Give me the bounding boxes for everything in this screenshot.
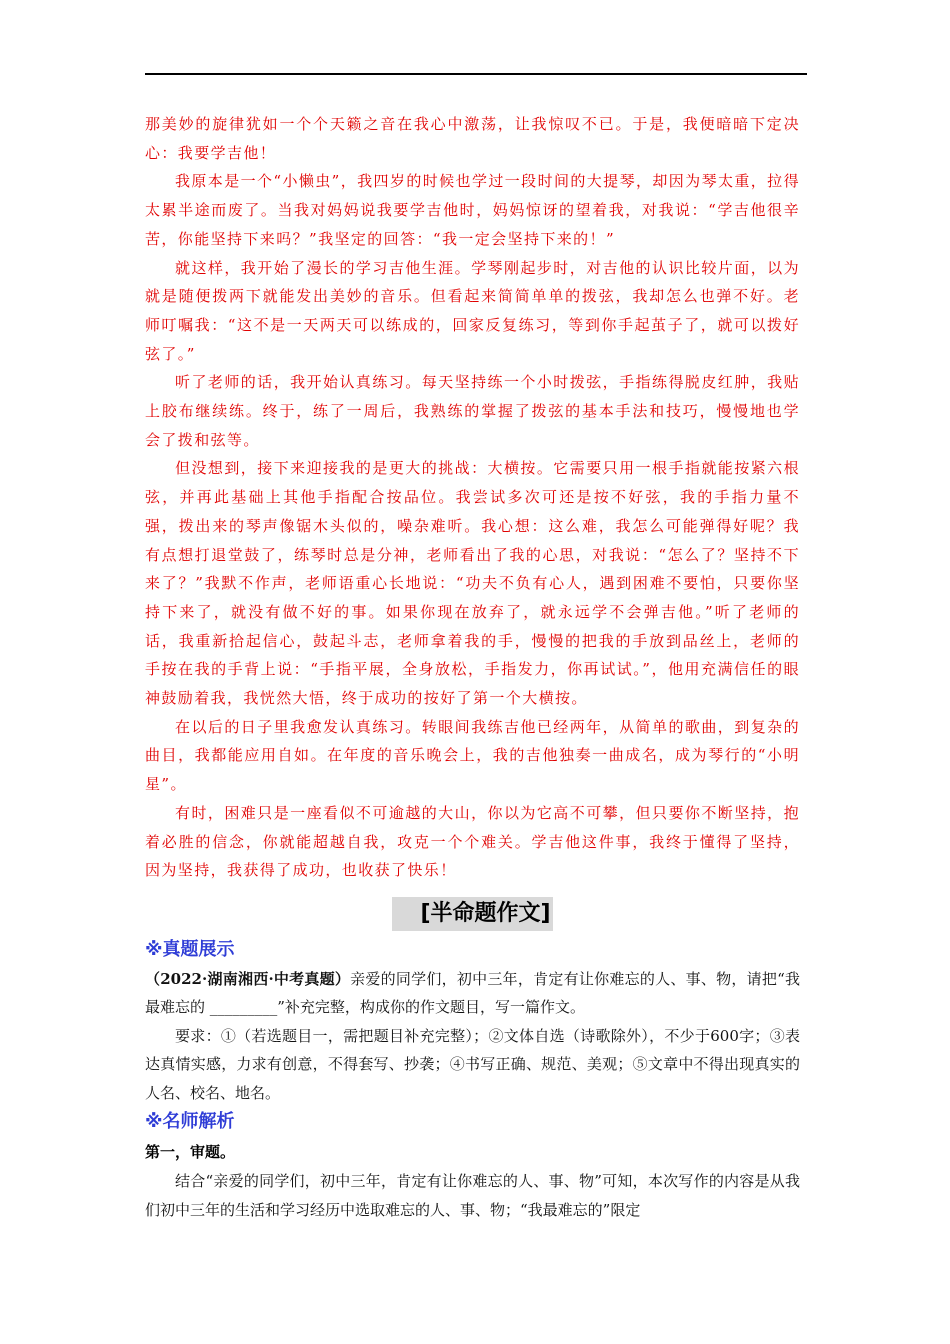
exam-prompt-text: 亲爱的同学们，初中三年，肯定有让你难忘的人、事、物，请把“我最难忘的 _________”补充完整，构成你的作文题目，写一篇作文。 bbox=[145, 969, 801, 1017]
exam-heading: ※真题展示 bbox=[145, 938, 235, 960]
analysis-heading: ※名师解析 bbox=[145, 1111, 235, 1133]
header-rule bbox=[145, 73, 807, 75]
essay-paragraph: 我原本是一个“小懒虫”，我四岁的时候也学过一段时间的大提琴，却因为琴太重，拉得太累半途而废了。当我对妈妈说我要学吉他时，妈妈惊讶的望着我，对我说：“学吉他很辛苦，你能坚持下来吗？”我坚定的回答：“我一定会坚持下来的！” bbox=[145, 172, 800, 248]
analysis-step-title: 第一，审题。 bbox=[145, 1143, 236, 1162]
exam-requirements: 要求：①（若选题目一，需把题目补充完整）；②文体自选（诗歌除外），不少于600字；③表达真情实感，力求有创意，不得套写、抄袭；④书写正确、规范、美观；⑤文章中不得出现真实的人名、校名、地名。 bbox=[145, 1026, 800, 1102]
essay-paragraph: 有时，困难只是一座看似不可逾越的大山，你以为它高不可攀，但只要你不断坚持，抱着必胜的信念，你就能超越自我，攻克一个个难关。学吉他这件事，我终于懂得了坚持，因为坚持，我获得了成功，也收获了快乐！ bbox=[145, 803, 800, 880]
page-content bbox=[145, 110, 800, 1224]
sample-essay bbox=[145, 110, 800, 885]
analysis-text: 结合“亲爱的同学们，初中三年，肯定有让你难忘的人、事、物”可知，本次写作的内容是从我们初中三年的生活和学习经历中选取难忘的人、事、物；“我最难忘的”限定 bbox=[145, 1172, 800, 1219]
essay-paragraph: 在以后的日子里我愈发认真练习。转眼间我练吉他已经两年，从简单的歌曲，到复杂的曲目，我都能应用自如。在年度的音乐晚会上，我的吉他独奏一曲成名，成为琴行的“小明星”。 bbox=[145, 717, 800, 794]
section-title-wrap bbox=[145, 897, 800, 935]
essay-paragraph: 听了老师的话，我开始认真练习。每天坚持练一个小时拨弦，手指练得脱皮红肿，我贴上胶布继续练。终于，练了一周后，我熟练的掌握了拨弦的基本手法和技巧，慢慢地也学会了拨和弦等。 bbox=[145, 373, 800, 449]
exam-source: （2022·湖南湘西·中考真题） bbox=[145, 969, 351, 988]
essay-paragraph: 但没想到，接下来迎接我的是更大的挑战：大横按。它需要只用一根手指就能按紧六根弦，并再此基础上其他手指配合按品位。我尝试多次可还是按不好弦，我的手指力量不强，拨出来的琴声像锯木头似的，噪杂难听。我心想：这么难，我怎么可能弹得好呢？我有点想打退堂鼓了，练琴时总是分神，老师看出了我的心思，对我说：“怎么了？坚持不下来了？”我默不作声，老师语重心长地说：“功夫不负有心人，遇到困难不要怕，只要你坚持下来了，就没有做不好的事。如果你现在放弃了，就永远学不会弹吉他。”听了老师的话，我重新拾起信心，鼓起斗志，老师拿着我的手，慢慢的把我的手放到品丝上，老师的手按在我的手背上说：“手指平展，全身放松，手指发力，你再试试。”，他用充满信任的眼神鼓励着我，我恍然大悟，终于成功的按好了第一个大横按。 bbox=[145, 459, 800, 708]
exam-prompt bbox=[145, 965, 800, 1022]
section-title: [半命题作文] bbox=[392, 897, 552, 931]
essay-paragraph: 就这样，我开始了漫长的学习吉他生涯。学琴刚起步时，对吉他的认识比较片面，以为就是随便拨两下就能发出美妙的音乐。但看起来简简单单的拨弦，我却怎么也弹不好。老师叮嘱我：“这不是一天两天可以练成的，回家反复练习，等到你手起茧子了，就可以拨好弦了。” bbox=[145, 258, 800, 363]
essay-paragraph: 那美妙的旋律犹如一个个天籁之音在我心中激荡，让我惊叹不已。于是，我便暗暗下定决心：我要学吉他！ bbox=[145, 115, 800, 162]
